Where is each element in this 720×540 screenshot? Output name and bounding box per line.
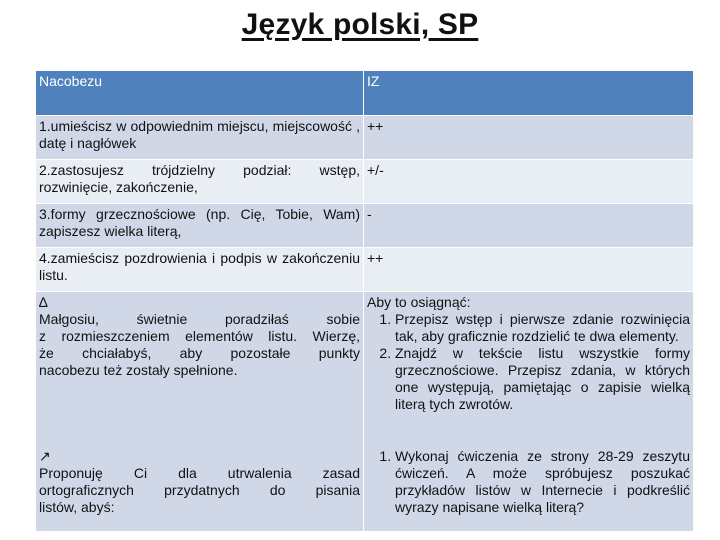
step-item: 2. Znajdź w tekście listu wszystkie formy grzecznościowe. Przepisz zdania, w których one występują, pamiętając o zapisie wielką literą tych zwrotów.	[395, 345, 690, 413]
tasks-list	[367, 448, 690, 516]
mark-cell: ++	[364, 248, 694, 292]
page-title: Język polski, SP	[241, 8, 479, 41]
praise-line: że chciałabyś, aby pozostałe punkty	[39, 345, 360, 361]
header-iz: IZ	[364, 71, 694, 116]
steps-list	[367, 311, 690, 448]
step-item: 1. Przepisz wstęp i pierwsze zdanie rozwinięcia tak, aby graficznie rozdzielić te dwa elementy.	[395, 311, 690, 345]
criterion-cell: 4.zamieścisz pozdrowienia i podpis w zakończeniu listu.	[36, 248, 364, 292]
criterion-cell: 3.formy grzecznościowe (np. Cię, Tobie, Wam) zapiszesz wielka literą,	[36, 204, 364, 248]
feedback-row	[36, 292, 694, 532]
mark-cell: -	[364, 204, 694, 248]
delta-icon: ∆	[39, 294, 48, 310]
table-row	[36, 248, 694, 292]
praise-line: nacobezu też zostały spełnione.	[39, 362, 238, 378]
proposal-line: Proponuję Ci dla utrwalenia zasad	[39, 465, 360, 481]
table-row	[36, 160, 694, 204]
praise-line: Małgosiu, świetnie poradziłaś sobie	[39, 311, 360, 327]
mark-cell: ++	[364, 116, 694, 160]
praise-line: z rozmieszczeniem elementów listu. Wierzę,	[39, 328, 360, 344]
feedback-right-cell	[364, 292, 694, 532]
table-header-row	[36, 71, 694, 116]
table-row	[36, 116, 694, 160]
arrow-up-right-icon: ↗	[39, 448, 51, 464]
proposal-block	[39, 448, 360, 516]
assessment-table	[35, 70, 694, 532]
goal-intro: Aby to osiągnąć:	[367, 294, 471, 310]
proposal-line: ortograficznych przydatnych do pisania	[39, 482, 360, 498]
criterion-cell: 1.umieścisz w odpowiednim miejscu, miejscowość , datę i nagłówek	[36, 116, 364, 160]
table-row	[36, 204, 694, 248]
header-nacobezu: Nacobezu	[36, 71, 364, 116]
feedback-left-cell	[36, 292, 364, 532]
proposal-line: listów, abyś:	[39, 499, 115, 515]
mark-cell: +/-	[364, 160, 694, 204]
praise-block	[39, 294, 360, 448]
task-item: 1. Wykonaj ćwiczenia ze strony 28-29 zeszytu ćwiczeń. A może spróbujesz poszukać przykładów listów w Internecie i podkreślić wyrazy napisane wielką literą?	[395, 448, 690, 516]
criterion-cell: 2.zastosujesz trójdzielny podział: wstęp, rozwinięcie, zakończenie,	[36, 160, 364, 204]
